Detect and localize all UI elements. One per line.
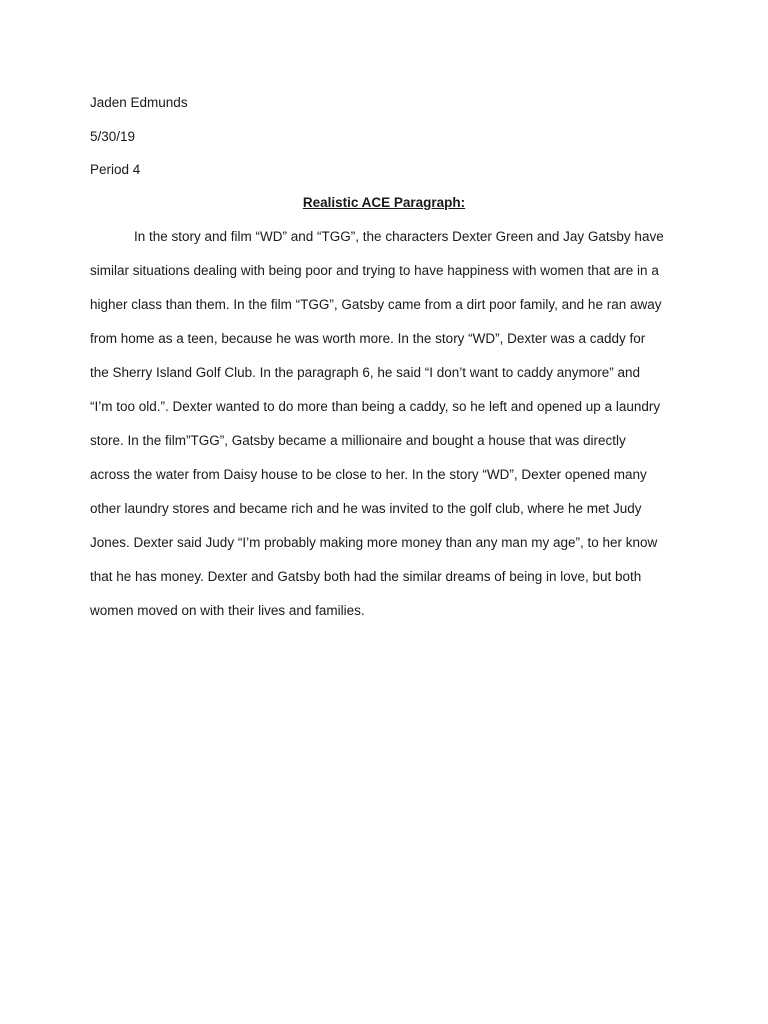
paragraph-line: In the story and film “WD” and “TGG”, the characters Dexter Green and Jay Gatsby have <box>134 229 664 244</box>
author-name: Jaden Edmunds <box>90 95 188 110</box>
paragraph-line: across the water from Daisy house to be close to her. In the story “WD”, Dexter opened many <box>90 467 647 482</box>
paragraph-line: other laundry stores and became rich and he was invited to the golf club, where he met Judy <box>90 501 642 516</box>
paragraph-line: from home as a teen, because he was worth more. In the story “WD”, Dexter was a caddy for <box>90 331 646 346</box>
document-title: Realistic ACE Paragraph: <box>302 195 466 210</box>
paragraph-line: similar situations dealing with being poor and trying to have happiness with women that are in a <box>90 263 659 278</box>
class-period: Period 4 <box>90 162 141 177</box>
paragraph-line: the Sherry Island Golf Club. In the paragraph 6, he said “I don’t want to caddy anymore” and <box>90 365 641 380</box>
paragraph-line: that he has money. Dexter and Gatsby both had the similar dreams of being in love, but both <box>90 569 642 584</box>
paragraph-line: “I’m too old.”. Dexter wanted to do more than being a caddy, so he left and opened up a laundry <box>90 399 661 414</box>
paragraph-line: higher class than them. In the film “TGG”, Gatsby came from a dirt poor family, and he ran away <box>90 297 662 312</box>
paragraph-line: store. In the film”TGG”, Gatsby became a millionaire and bought a house that was directly <box>90 433 626 448</box>
paragraph-line: Jones. Dexter said Judy “I’m probably making more money than any man my age”, to her know <box>90 535 658 550</box>
body-paragraph <box>90 229 690 637</box>
document-date: 5/30/19 <box>90 129 136 144</box>
paragraph-line: women moved on with their lives and families. <box>90 603 365 618</box>
